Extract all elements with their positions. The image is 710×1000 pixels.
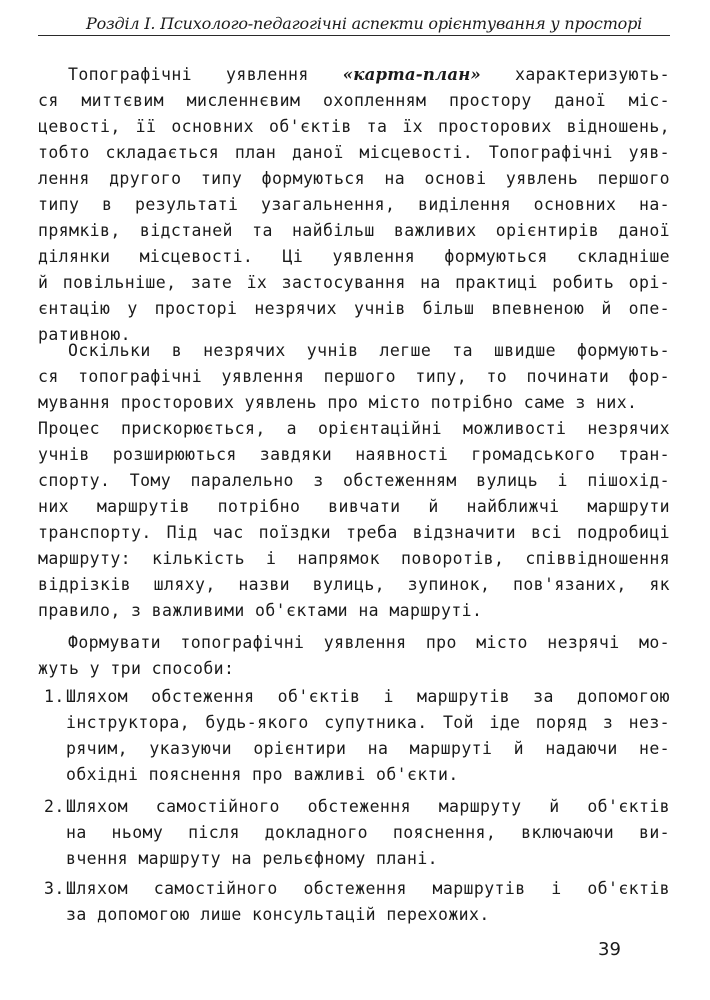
text-line: них маршрутів потрібно вивчати й найближчі маршрути	[38, 497, 670, 516]
text-line: тобто складається план даної місцевості. Топографічні уяв-	[38, 143, 670, 162]
text-line: ділянки місцевості. Ці уявлення формуються складніше	[38, 247, 670, 266]
text-span: Топографічні уявлення	[68, 65, 343, 84]
text-span: характеризують-	[480, 65, 670, 84]
text-line: Шляхом самостійного обстеження маршруту й об'єктів	[66, 797, 670, 816]
text-line: маршруту: кількість і напрямок поворотів, співвідношення	[38, 549, 670, 568]
text-line: правило, з важливими об'єктами на маршруті.	[38, 601, 483, 620]
text-line: типу в результаті узагальнення, виділення основних на-	[38, 195, 670, 214]
text-line: ся миттєвим мисленнєвим охопленням простору даної міс-	[38, 91, 670, 110]
text-line: за допомогою лише консультацій перехожих.	[66, 905, 490, 924]
text-line: Шляхом самостійного обстеження маршрутів і об'єктів	[66, 879, 670, 898]
text-line: рячим, указуючи орієнтири на маршруті й надаючи не-	[66, 739, 670, 758]
term-karta-plan: «карта-план»	[342, 65, 481, 84]
text-line: Оскільки в незрячих учнів легше та швидше формують-	[68, 341, 670, 360]
text-line: ративною.	[38, 325, 132, 344]
text-line: Шляхом обстеження об'єктів і маршрутів за допомогою	[66, 687, 670, 706]
text-line: Процес прискорюється, а орієнтаційні можливості незрячих	[38, 419, 670, 438]
text-line: обхідні пояснення про важливі об'єкти.	[66, 765, 459, 784]
text-line: лення другого типу формуються на основі уявлень першого	[38, 169, 670, 188]
running-head: Розділ І. Психолого-педагогічні аспекти орієнтування у просторі	[86, 14, 643, 33]
text-line: інструктора, будь-якого супутника. Той іде поряд з нез-	[66, 713, 670, 732]
text-line: цевості, її основних об'єктів та їх просторових відношень,	[38, 117, 670, 136]
header-rule	[38, 35, 670, 36]
list-marker: 1.	[44, 687, 65, 706]
text-line: спорту. Тому паралельно з обстеженням вулиць і пішохід-	[38, 471, 670, 490]
text-line	[68, 62, 670, 88]
page-number: 39	[598, 939, 621, 960]
text-line: єнтацію у просторі незрячих учнів більш впевненою й опе-	[38, 299, 670, 318]
text-line: вчення маршруту на рельєфному плані.	[66, 849, 439, 868]
text-line: транспорту. Під час поїздки треба відзначити всі подробиці	[38, 523, 670, 542]
text-line: відрізків шляху, назви вулиць, зупинок, пов'язаних, як	[38, 575, 670, 594]
text-line: учнів розширюються завдяки наявності громадського тран-	[38, 445, 670, 464]
text-line: й повільніше, зате їх застосування на практиці робить орі-	[38, 273, 670, 292]
text-line: прямків, відстаней та найбільш важливих орієнтирів даної	[38, 221, 670, 240]
list-marker: 3.	[44, 879, 65, 898]
text-line: Формувати топографічні уявлення про місто незрячі мо-	[68, 633, 670, 652]
text-line: мування просторових уявлень про місто потрібно саме з них.	[38, 393, 638, 412]
text-line: жуть у три способи:	[38, 659, 235, 678]
list-marker: 2.	[44, 797, 65, 816]
text-line: ся топографічні уявлення першого типу, то починати фор-	[38, 367, 670, 386]
text-line: на ньому після докладного пояснення, включаючи ви-	[66, 823, 670, 842]
